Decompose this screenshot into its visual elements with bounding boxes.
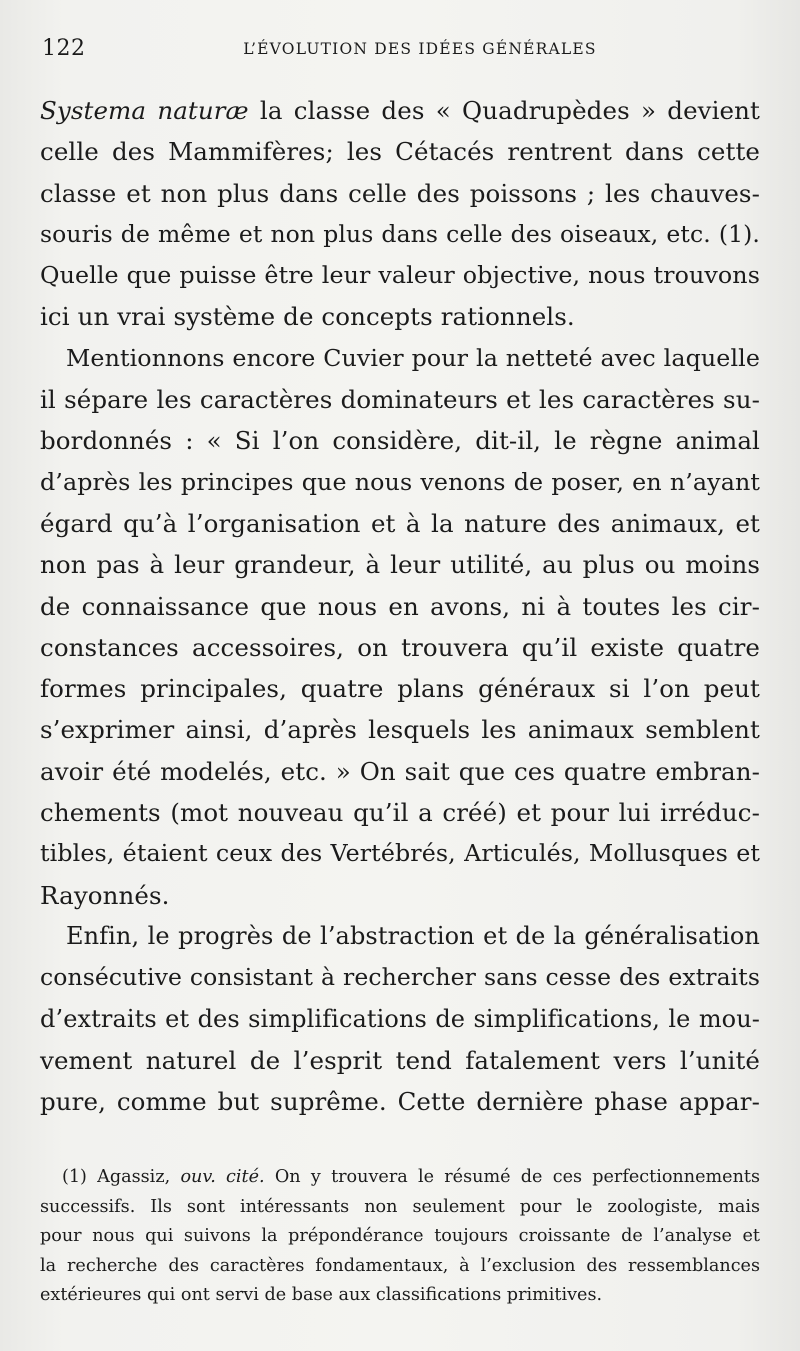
text-line: égard qu’à l’organisation et à la nature des animaux, et <box>40 508 760 538</box>
text-line: de connaissance que nous en avons, ni à toutes les cir- <box>40 591 760 621</box>
text-line: Enfin, le progrès de l’abstraction et de la généralisation <box>66 921 760 950</box>
footnote-line-italic: ouv. cité. <box>180 1167 265 1187</box>
footnote <box>40 1163 760 1311</box>
text-line: avoir été modelés, etc. » On sait que ces quatre embran- <box>40 756 760 786</box>
footnote-line <box>40 1163 760 1193</box>
body-text <box>40 90 760 1122</box>
page-header <box>40 36 760 66</box>
text-line: Mentionnons encore Cuvier pour la netteté avec laquelle <box>66 343 760 372</box>
text-line: formes principales, quatre plans généraux si l’on peut <box>40 674 760 704</box>
footnote-line-head: (1) Agassiz, <box>62 1167 181 1187</box>
text-line-italic: Systema naturæ <box>40 96 249 125</box>
running-title: L’ÉVOLUTION DES IDÉES GÉNÉRALES <box>243 40 597 58</box>
text-line: souris de même et non plus dans celle des oiseaux, etc. (1). <box>40 219 760 248</box>
text-line: il sépare les caractères dominateurs et les caractères su- <box>40 385 760 415</box>
text-line: celle des Mammifères; les Cétacés rentrent dans cette <box>40 137 760 167</box>
footnote-line: pour nous qui suivons la prépondérance toujours croissante de l’analyse et <box>40 1226 760 1247</box>
text-line: pure, comme but suprême. Cette dernière phase appar- <box>40 1087 760 1117</box>
text-line <box>40 90 760 131</box>
text-line: consécutive consistant à rechercher sans cesse des extraits <box>40 963 760 992</box>
footnote-line: extérieures qui ont servi de base aux classifications primitives. <box>40 1285 603 1306</box>
text-line: d’extraits et des simplifications de simplifications, le mou- <box>40 1004 760 1033</box>
text-line: constances accessoires, on trouvera qu’il existe quatre <box>40 632 760 662</box>
text-line: bordonnés : « Si l’on considère, dit-il, le règne animal <box>40 426 760 456</box>
footnote-line: la recherche des caractères fondamentaux, à l’exclusion des ressemblances <box>40 1255 760 1276</box>
text-line: tibles, étaient ceux des Vertébrés, Articulés, Mollusques et <box>40 839 760 868</box>
page-number: 122 <box>42 36 86 61</box>
text-line: classe et non plus dans celle des poissons ; les chauves- <box>40 178 760 208</box>
text-line: Quelle que puisse être leur valeur objective, nous trouvons <box>40 261 760 290</box>
text-line: Rayonnés. <box>40 880 170 910</box>
footnote-line: successifs. Ils sont intéressants non seulement pour le zoologiste, mais <box>40 1196 760 1217</box>
footnote-line-tail: On y trouvera le résumé de ces perfectionnements <box>264 1167 761 1187</box>
text-line: vement naturel de l’esprit tend fatalement vers l’unité <box>40 1045 760 1075</box>
text-line: s’exprimer ainsi, d’après lesquels les animaux semblent <box>40 715 760 745</box>
text-line: chements (mot nouveau qu’il a créé) et pour lui irréduc- <box>40 798 760 828</box>
text-line: d’après les principes que nous venons de poser, en n’ayant <box>40 467 760 496</box>
text-line: non pas à leur grandeur, à leur utilité, au plus ou moins <box>40 550 760 580</box>
text-line: ici un vrai système de concepts rationnels. <box>40 302 575 332</box>
text-line-tail: la classe des « Quadrupèdes » devient <box>248 96 760 125</box>
